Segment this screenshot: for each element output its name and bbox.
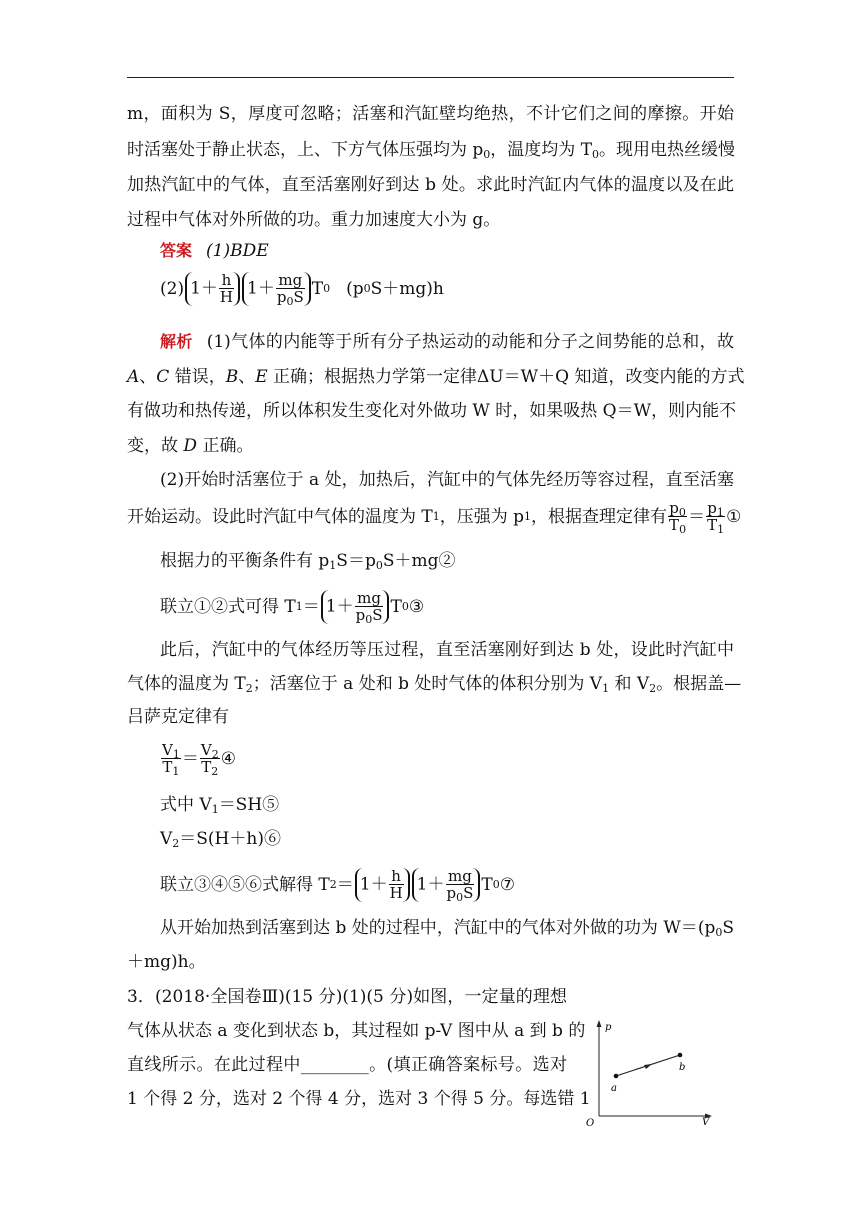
text-line: $\frac{V_1}{T_1}$ ＝ $\frac{V_2}{T_2}$ ④ xyxy=(162,741,236,778)
point-a xyxy=(614,1074,619,1079)
analysis-line: 解析 (1)气体的内能等于所有分子热运动的动能和分子之间势能的总和，故 xyxy=(160,332,734,352)
analysis-label: 解析 xyxy=(160,332,193,351)
p-label: p xyxy=(605,1022,612,1033)
text-line: m，面积为 S，厚度可忽略；活塞和汽缸壁均绝热，不计它们之间的摩擦。开始 xyxy=(127,104,734,124)
text-line: $V_2=S(H+h)⑥$ xyxy=(160,829,281,850)
text-line: 变，故 D 正确。 xyxy=(127,436,254,456)
text-line: 从开始加热到活塞到达 b 处的过程中，汽缸中的气体对外做的功为 $W=(p_0S$ xyxy=(160,918,734,939)
p-axis-arrow xyxy=(597,1020,602,1027)
text-line: 联立①②式可得 T 1 ＝ 1＋ $\frac{mg}{p_0S}$ T 0 ③ xyxy=(160,589,425,626)
v-label: V xyxy=(702,1117,710,1128)
text-line: 加热汽缸中的气体，直至活塞刚好到达 b 处。求此时汽缸内气体的温度以及在此 xyxy=(127,175,734,195)
text-line: 吕萨克定律有 xyxy=(127,707,229,727)
text-line: 联立③④⑤⑥式解得 T 2 ＝ 1＋ $\frac{h}{H}$ 1＋ $\frac{mg}{p_0S}$ T 0 ⑦ xyxy=(160,867,515,904)
b-label: b xyxy=(679,1062,686,1073)
text-line: A、C 错误，B、E 正确；根据热力学第一定律ΔU＝W＋Q 知道，改变内能的方式 xyxy=(127,367,745,387)
question-line: 3．(2018·全国卷Ⅲ)(15 分)(1)(5 分)如图，一定量的理想 xyxy=(127,987,567,1007)
text-line: (2)开始时活塞位于 a 处，加热后，汽缸中的气体先经历等容过程，直至活塞 xyxy=(160,470,734,490)
question-line: 直线所示。在此过程中________。(填正确答案标号。选对 xyxy=(127,1055,567,1075)
text-line: 根据力的平衡条件有 $p_1S=p_0S+mg②$ xyxy=(160,551,456,572)
direction-arrow xyxy=(644,1064,652,1069)
text-line: 气体的温度为 $T_2$；活塞位于 a 处和 b 处时气体的体积分别为 $V_1$ 和 $V_2$。根据盖— xyxy=(127,674,742,695)
question-line: 气体从状态 a 变化到状态 b，其过程如 p-V 图中从 a 到 b 的 xyxy=(127,1021,586,1041)
text-line: 式中 $V_1=SH⑤$ xyxy=(160,795,280,816)
text-line: ＋mg)h。 xyxy=(127,952,206,972)
text-line: 时活塞处于静止状态，上、下方气体压强均为 $p_0$，温度均为 $T_0$。现用电热丝缓慢 xyxy=(127,140,736,161)
question-line: 1 个得 2 分，选对 2 个得 4 分，选对 3 个得 5 分。每选错 1 xyxy=(127,1089,591,1109)
text-line: 开始运动。设此时汽缸中气体的温度为 T 1 ，压强为 p 1 ，根据查理定律有 $\frac{p_0}{T_0}$ ＝ $\frac{p_1}{T_1}$ ① xyxy=(127,499,742,536)
text-line: 此后，汽缸中的气体经历等压过程，直至活塞刚好到达 b 处，设此时汽缸中 xyxy=(160,640,734,660)
answer-label: 答案 xyxy=(160,241,193,260)
answer-line: 答案 (1)BDE xyxy=(160,241,269,261)
text-line: 过程中气体对外所做的功。重力加速度大小为 g。 xyxy=(127,210,501,230)
answer-formula: (2) 1＋ $\frac{h}{H}$ 1＋ $\frac{mg}{p_0S}$ T 0 (p 0 S＋mg)h xyxy=(160,271,444,308)
header-rule xyxy=(127,77,734,78)
pv-diagram xyxy=(582,1016,722,1128)
text-line: 有做功和热传递，所以体积发生变化对外做功 W 时，如果吸热 Q＝W，则内能不 xyxy=(127,401,737,421)
point-b xyxy=(678,1053,683,1058)
origin-label: O xyxy=(586,1118,595,1128)
a-label: a xyxy=(611,1083,617,1094)
